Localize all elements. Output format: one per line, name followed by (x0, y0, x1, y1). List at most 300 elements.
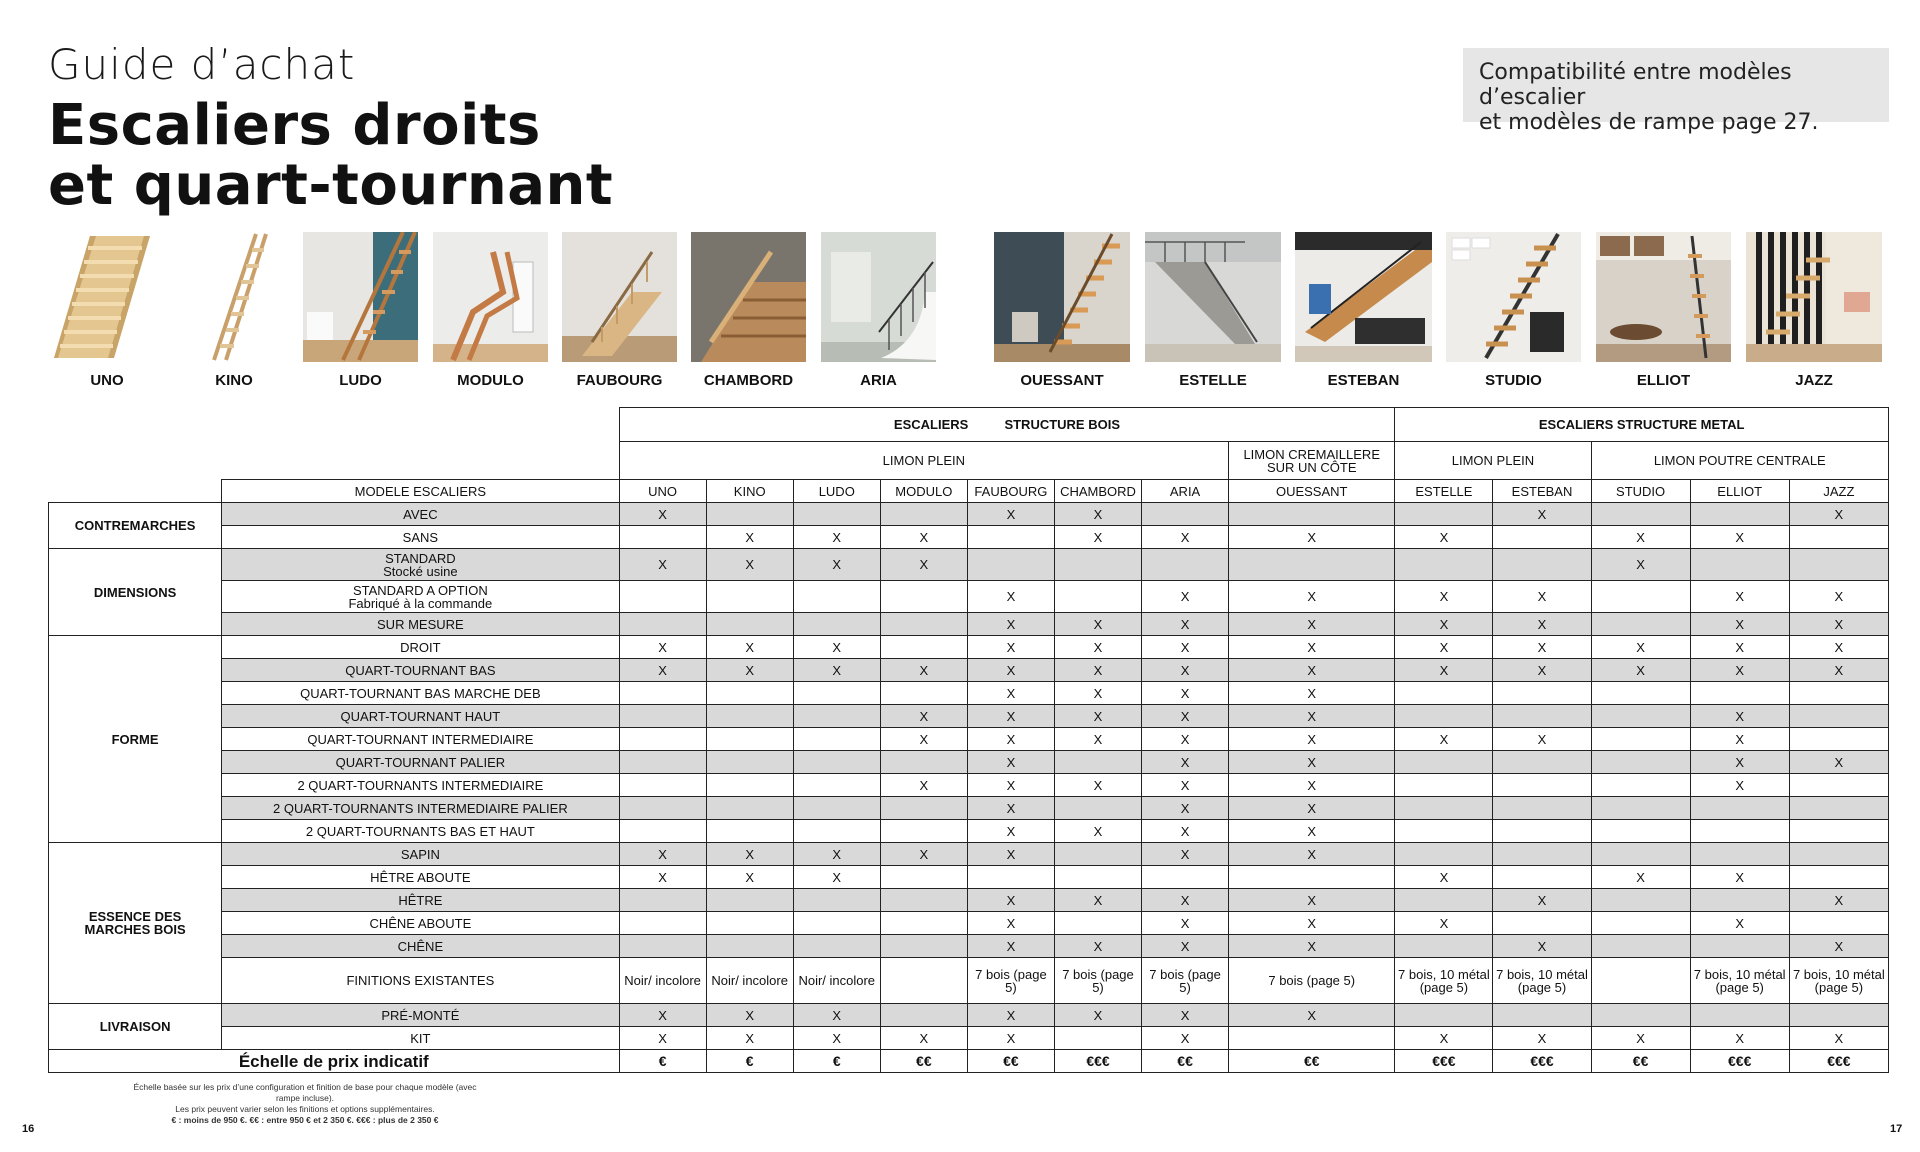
table-cell: X (1142, 705, 1229, 728)
model-photos (0, 232, 1920, 402)
table-cell (1591, 958, 1690, 1004)
photo-label: OUESSANT (1020, 372, 1104, 389)
table-cell (1493, 820, 1591, 843)
photo-label: CHAMBORD (703, 372, 794, 389)
table-row (49, 613, 1889, 636)
table-cell (706, 503, 793, 526)
table-cell: X (1789, 659, 1888, 682)
table-cell (1493, 866, 1591, 889)
footnote (130, 1082, 480, 1126)
group-contremarches: CONTREMARCHES (49, 503, 222, 549)
table-cell (1591, 728, 1690, 751)
row-label: QUART-TOURNANT BAS (222, 659, 619, 682)
table-cell: 7 bois (page 5) (1142, 958, 1229, 1004)
table-cell: X (1229, 889, 1395, 912)
table-cell (1591, 705, 1690, 728)
table-cell (1395, 751, 1493, 774)
table-cell (1690, 935, 1789, 958)
table-cell: X (1142, 1004, 1229, 1027)
table-cell: X (619, 1004, 706, 1027)
table-cell (1142, 866, 1229, 889)
table-cell (619, 774, 706, 797)
page-title (48, 93, 614, 218)
title-line-2: et quart-tournant (48, 153, 614, 218)
table-cell (967, 866, 1054, 889)
table-cell: X (1142, 843, 1229, 866)
model-header: STUDIO (1591, 480, 1690, 503)
table-row (49, 1027, 1889, 1050)
table-cell: X (1690, 751, 1789, 774)
table-cell (880, 820, 967, 843)
table-cell (1789, 526, 1888, 549)
table-cell (1690, 889, 1789, 912)
table-cell: X (880, 526, 967, 549)
table-cell (1789, 705, 1888, 728)
table-cell: X (967, 935, 1054, 958)
photo-label: JAZZ (1795, 372, 1833, 389)
model-header: CHAMBORD (1054, 480, 1141, 503)
table-cell (619, 820, 706, 843)
header-limon-cremaillere-line2: SUR UN CÔTE (1266, 459, 1357, 475)
table-cell: X (1690, 912, 1789, 935)
table-cell: X (880, 1027, 967, 1050)
table-cell: X (1789, 935, 1888, 958)
table-row (49, 503, 1889, 526)
table-cell: X (1229, 774, 1395, 797)
photo-label: KINO (215, 372, 253, 389)
model-header: OUESSANT (1229, 480, 1395, 503)
table-cell: X (1142, 682, 1229, 705)
table-cell (1395, 1004, 1493, 1027)
compat-line-1: Compatibilité entre modèles d’escalier (1479, 60, 1792, 110)
table-cell: X (880, 728, 967, 751)
table-cell (1229, 1027, 1395, 1050)
table-cell: X (706, 659, 793, 682)
table-row (49, 549, 1889, 581)
table-cell (1690, 820, 1789, 843)
table-cell: 7 bois (page 5) (1054, 958, 1141, 1004)
table-cell (880, 935, 967, 958)
table-cell (1142, 549, 1229, 581)
header-limon-cremaillere-line1: LIMON CREMAILLERE (1243, 446, 1380, 462)
table-cell (706, 820, 793, 843)
table-cell: X (1690, 705, 1789, 728)
table-cell (880, 613, 967, 636)
table-cell: X (1690, 728, 1789, 751)
photo-modulo (433, 232, 548, 389)
photo-label: ELLIOT (1636, 372, 1691, 389)
table-cell (1591, 581, 1690, 613)
table-cell (1493, 682, 1591, 705)
table-cell (967, 549, 1054, 581)
table-cell (1690, 503, 1789, 526)
photo-studio (1446, 232, 1581, 389)
table-cell: X (1395, 1027, 1493, 1050)
table-body (49, 408, 1889, 1073)
photo-faubourg (562, 232, 677, 389)
table-cell: X (1054, 935, 1141, 958)
row-label: 2 QUART-TOURNANTS INTERMEDIAIRE (222, 774, 619, 797)
model-header: FAUBOURG (967, 480, 1054, 503)
table-cell (1229, 549, 1395, 581)
group-essence-line2: MARCHES BOIS (84, 922, 186, 937)
table-cell (1690, 843, 1789, 866)
table-cell (880, 581, 967, 613)
table-cell (1690, 682, 1789, 705)
table-cell (1591, 774, 1690, 797)
table-cell: X (1591, 1027, 1690, 1050)
table-row (49, 682, 1889, 705)
table-cell: X (1142, 751, 1229, 774)
footnote-line-3: € : moins de 950 €. €€ : entre 950 € et 2 350 €. €€€ : plus de 2 350 € (171, 1115, 439, 1125)
table-cell: X (880, 549, 967, 581)
table-cell: 7 bois (page 5) (967, 958, 1054, 1004)
table-cell: X (1493, 659, 1591, 682)
table-cell: X (1591, 636, 1690, 659)
table-cell: X (706, 1004, 793, 1027)
table-cell (619, 581, 706, 613)
table-row (49, 526, 1889, 549)
table-cell: X (967, 682, 1054, 705)
table-cell (706, 728, 793, 751)
table-cell: X (967, 728, 1054, 751)
photo-label: ESTELLE (1179, 372, 1247, 389)
table-row (49, 866, 1889, 889)
header-structure-bois (619, 408, 1395, 442)
table-cell (793, 728, 880, 751)
table-cell: X (1054, 503, 1141, 526)
table-cell: 7 bois, 10 métal (page 5) (1789, 958, 1888, 1004)
table-cell (1054, 549, 1141, 581)
table-cell: Noir/ incolore (793, 958, 880, 1004)
table-cell: X (1142, 889, 1229, 912)
table-cell (1789, 797, 1888, 820)
row-label (222, 581, 619, 613)
table-cell (1142, 503, 1229, 526)
table-cell: X (1395, 912, 1493, 935)
photo-jazz (1746, 232, 1882, 389)
table-cell: X (1493, 581, 1591, 613)
row-label: CHÊNE (222, 935, 619, 958)
price-cell: €€ (967, 1050, 1054, 1073)
table-cell (619, 751, 706, 774)
table-cell: X (1789, 889, 1888, 912)
table-cell: X (1591, 866, 1690, 889)
model-header: JAZZ (1789, 480, 1888, 503)
table-cell: X (1690, 636, 1789, 659)
table-cell: X (1054, 1004, 1141, 1027)
table-row (49, 797, 1889, 820)
table-cell: X (1142, 526, 1229, 549)
table-cell (1493, 912, 1591, 935)
price-cell: € (619, 1050, 706, 1073)
table-cell (1690, 1004, 1789, 1027)
table-cell (1591, 682, 1690, 705)
model-header: LUDO (793, 480, 880, 503)
group-essence (49, 843, 222, 1004)
table-cell: X (1395, 866, 1493, 889)
table-cell (619, 889, 706, 912)
table-cell (706, 705, 793, 728)
header-limon-plein-metal: LIMON PLEIN (1395, 442, 1591, 480)
table-cell: X (967, 1027, 1054, 1050)
table-row (49, 705, 1889, 728)
model-header: MODULO (880, 480, 967, 503)
row-label: 2 QUART-TOURNANTS BAS ET HAUT (222, 820, 619, 843)
table-cell (1229, 503, 1395, 526)
price-cell: €€ (880, 1050, 967, 1073)
table-row (49, 659, 1889, 682)
table-cell (793, 820, 880, 843)
table-cell: X (793, 659, 880, 682)
table-cell (1789, 549, 1888, 581)
photo-label: LUDO (339, 372, 382, 389)
photo-label: ARIA (860, 372, 897, 389)
table-cell: X (1229, 935, 1395, 958)
table-cell (967, 526, 1054, 549)
table-cell: X (1054, 728, 1141, 751)
table-cell (1054, 751, 1141, 774)
table-cell: X (1395, 613, 1493, 636)
table-cell (793, 889, 880, 912)
table-cell: X (619, 866, 706, 889)
table-cell: X (967, 659, 1054, 682)
table-cell (793, 682, 880, 705)
table-cell: X (1142, 774, 1229, 797)
table-cell (1054, 912, 1141, 935)
table-cell: X (793, 1027, 880, 1050)
table-cell: X (619, 843, 706, 866)
photo-estelle (1145, 232, 1281, 389)
table-cell (1395, 843, 1493, 866)
price-cell: € (706, 1050, 793, 1073)
table-cell: X (1142, 935, 1229, 958)
table-cell: X (967, 751, 1054, 774)
table-cell (1493, 526, 1591, 549)
photo-ludo (303, 232, 418, 389)
table-cell: X (967, 1004, 1054, 1027)
table-cell: X (967, 797, 1054, 820)
group-forme: FORME (49, 636, 222, 843)
table-cell: X (1591, 549, 1690, 581)
row-label: 2 QUART-TOURNANTS INTERMEDIAIRE PALIER (222, 797, 619, 820)
table-cell (1493, 1004, 1591, 1027)
table-row (49, 581, 1889, 613)
table-cell (706, 682, 793, 705)
table-cell (706, 581, 793, 613)
price-cell: €€ (1591, 1050, 1690, 1073)
table-cell: X (1395, 636, 1493, 659)
table-cell: X (1789, 503, 1888, 526)
row-label: KIT (222, 1027, 619, 1050)
table-cell: X (706, 843, 793, 866)
table-cell: X (1493, 728, 1591, 751)
table-cell (880, 1004, 967, 1027)
row-label: SAPIN (222, 843, 619, 866)
table-cell (619, 797, 706, 820)
table-cell: X (1789, 1027, 1888, 1050)
table-cell (880, 889, 967, 912)
group-essence-line1: ESSENCE DES (88, 909, 182, 924)
table-cell: 7 bois, 10 métal (page 5) (1690, 958, 1789, 1004)
row-label-line1: STANDARD A OPTION (352, 582, 488, 598)
table-cell (1789, 774, 1888, 797)
photo-aria (821, 232, 936, 389)
table-cell: X (967, 889, 1054, 912)
table-cell (1591, 935, 1690, 958)
table-cell (793, 503, 880, 526)
table-cell: X (706, 1027, 793, 1050)
table-cell (706, 935, 793, 958)
table-cell: X (1142, 636, 1229, 659)
table-cell (1789, 1004, 1888, 1027)
photo-ouessant (994, 232, 1130, 389)
row-label: FINITIONS EXISTANTES (222, 958, 619, 1004)
table-cell (1395, 705, 1493, 728)
table-row (49, 751, 1889, 774)
header-limon-cremaillere (1229, 442, 1395, 480)
table-cell: X (1142, 912, 1229, 935)
table-row (49, 636, 1889, 659)
table-cell: X (1493, 1027, 1591, 1050)
table-cell: X (1054, 820, 1141, 843)
title-line-1: Escaliers droits (48, 93, 541, 158)
table-cell: X (880, 843, 967, 866)
table-cell (1591, 912, 1690, 935)
table-cell (1690, 549, 1789, 581)
table-cell (880, 866, 967, 889)
table-cell: X (706, 526, 793, 549)
table-cell: X (967, 774, 1054, 797)
table-cell: X (1054, 774, 1141, 797)
table-cell (1789, 682, 1888, 705)
table-cell: X (1229, 581, 1395, 613)
table-cell (706, 797, 793, 820)
table-cell: X (1229, 912, 1395, 935)
header-row-limon (49, 442, 1889, 480)
table-cell: X (793, 843, 880, 866)
table-cell: X (619, 549, 706, 581)
table-row (49, 843, 1889, 866)
table-cell: X (1789, 581, 1888, 613)
table-cell: X (706, 549, 793, 581)
header-row-models (49, 480, 1889, 503)
table-cell (1493, 843, 1591, 866)
price-label: Échelle de prix indicatif (49, 1050, 620, 1073)
table-cell (1591, 843, 1690, 866)
row-label-line2: Fabriqué à la commande (348, 595, 493, 611)
table-cell (880, 636, 967, 659)
table-cell (619, 705, 706, 728)
model-header: KINO (706, 480, 793, 503)
row-label (222, 549, 619, 581)
table-cell: X (1690, 526, 1789, 549)
model-header: ESTEBAN (1493, 480, 1591, 503)
table-cell (706, 613, 793, 636)
table-cell: X (1690, 659, 1789, 682)
table-cell (1395, 774, 1493, 797)
table-row (49, 774, 1889, 797)
table-cell (1690, 797, 1789, 820)
table-cell (1395, 820, 1493, 843)
table-cell (1395, 549, 1493, 581)
photo-kino (184, 232, 284, 389)
table-cell (706, 774, 793, 797)
row-label-line1: STANDARD (385, 550, 456, 566)
table-cell: X (1690, 774, 1789, 797)
row-label: QUART-TOURNANT BAS MARCHE DEB (222, 682, 619, 705)
table-cell (1493, 797, 1591, 820)
table-cell: X (1142, 659, 1229, 682)
table-cell: X (793, 866, 880, 889)
price-cell: €€ (1142, 1050, 1229, 1073)
table-cell (793, 705, 880, 728)
table-cell: X (1690, 866, 1789, 889)
price-row (49, 1050, 1889, 1073)
table-cell (1591, 889, 1690, 912)
table-cell: X (880, 659, 967, 682)
table-cell: X (793, 636, 880, 659)
table-cell (619, 935, 706, 958)
table-cell (880, 503, 967, 526)
table-cell: X (1054, 889, 1141, 912)
table-row (49, 728, 1889, 751)
table-cell: X (1229, 526, 1395, 549)
footnote-line-2: Les prix peuvent varier selon les finitions et options supplémentaires. (175, 1104, 435, 1114)
model-header: ELLIOT (1690, 480, 1789, 503)
table-cell: X (1493, 613, 1591, 636)
photo-elliot (1596, 232, 1731, 389)
table-cell: X (1395, 581, 1493, 613)
table-cell (1591, 820, 1690, 843)
row-label: QUART-TOURNANT HAUT (222, 705, 619, 728)
row-label: CHÊNE ABOUTE (222, 912, 619, 935)
table-cell (1591, 1004, 1690, 1027)
table-cell: X (1493, 889, 1591, 912)
table-cell: X (967, 503, 1054, 526)
table-row (49, 958, 1889, 1004)
row-label: QUART-TOURNANT PALIER (222, 751, 619, 774)
row-label: QUART-TOURNANT INTERMEDIAIRE (222, 728, 619, 751)
table-cell: Noir/ incolore (619, 958, 706, 1004)
table-cell (619, 912, 706, 935)
price-cell: €€€ (1054, 1050, 1141, 1073)
table-cell: X (619, 659, 706, 682)
table-cell (1493, 774, 1591, 797)
table-cell: X (1229, 682, 1395, 705)
table-cell: X (1789, 636, 1888, 659)
table-cell: X (1229, 636, 1395, 659)
table-cell (706, 751, 793, 774)
footnote-line-1: Échelle basée sur les prix d’une configuration et finition de base pour chaque modèle (avec rampe incluse). (133, 1082, 477, 1103)
table-cell (1395, 682, 1493, 705)
table-cell: X (1054, 659, 1141, 682)
table-cell (1789, 843, 1888, 866)
table-cell: X (1229, 820, 1395, 843)
table-cell: X (1229, 728, 1395, 751)
table-cell: X (793, 1004, 880, 1027)
table-cell: X (1690, 1027, 1789, 1050)
table-cell: X (1229, 797, 1395, 820)
table-cell (793, 613, 880, 636)
row-label: PRÉ-MONTÉ (222, 1004, 619, 1027)
row-label: SANS (222, 526, 619, 549)
table-cell: X (706, 866, 793, 889)
table-cell (1789, 728, 1888, 751)
table-cell (793, 935, 880, 958)
table-cell (880, 958, 967, 1004)
table-cell: X (1229, 613, 1395, 636)
